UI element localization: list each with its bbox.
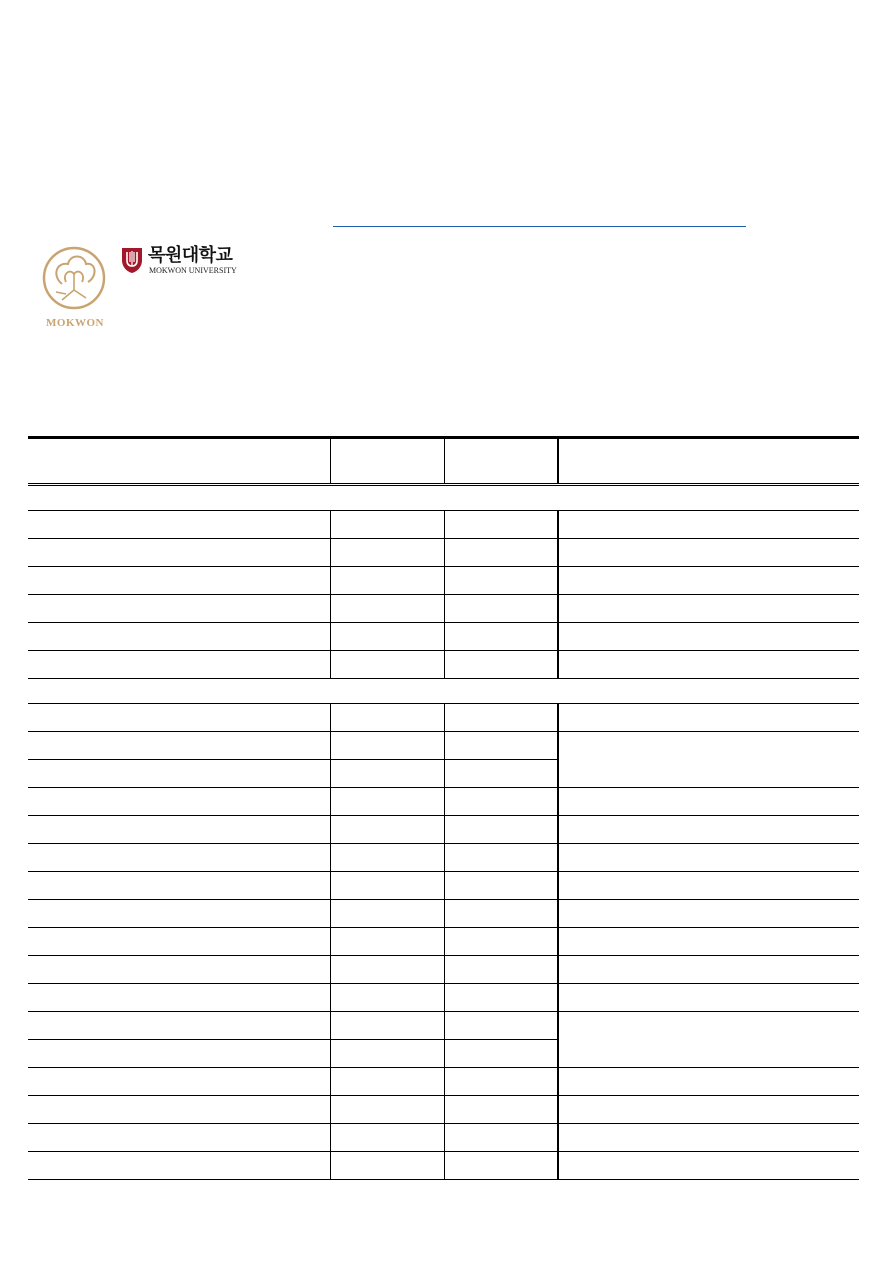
table-row: [28, 539, 859, 567]
university-emblem-icon: [120, 246, 144, 274]
hyperlink-underline[interactable]: [333, 226, 746, 227]
table-row: [28, 1152, 859, 1180]
table-row: [28, 928, 859, 956]
section-row: [28, 679, 859, 704]
merged-cell: [558, 1012, 859, 1068]
table-row: [28, 1012, 859, 1040]
table-row: [28, 623, 859, 651]
table-header-row: [28, 438, 859, 485]
table-row: [28, 844, 859, 872]
university-name-korean: 목원대학교: [148, 245, 233, 266]
table-row: [28, 788, 859, 816]
table-row: [28, 567, 859, 595]
mokwon-university-logo: [120, 246, 240, 276]
cotton-flower-icon: [40, 244, 110, 330]
table-row: [28, 1068, 859, 1096]
table-row: [28, 704, 859, 732]
table-row: [28, 651, 859, 679]
table-row: [28, 872, 859, 900]
table-row: [28, 595, 859, 623]
table-body: [28, 438, 859, 1180]
header-cell: [444, 438, 558, 485]
table-row: [28, 816, 859, 844]
document-table: [28, 436, 859, 1180]
header-cell: [28, 438, 330, 485]
table-row: [28, 1124, 859, 1152]
table-row: [28, 956, 859, 984]
merged-cell: [558, 732, 859, 788]
header-cell: [558, 438, 859, 485]
university-name-english: MOKWON UNIVERSITY: [149, 266, 237, 275]
section-row: [28, 485, 859, 511]
mokwon-logo-text: MOKWON: [46, 317, 104, 329]
table-row: [28, 732, 859, 760]
mokwon-logo: [40, 244, 110, 330]
table-row: [28, 1096, 859, 1124]
table-row: [28, 900, 859, 928]
header-cell: [330, 438, 444, 485]
table-row: [28, 984, 859, 1012]
table-row: [28, 511, 859, 539]
